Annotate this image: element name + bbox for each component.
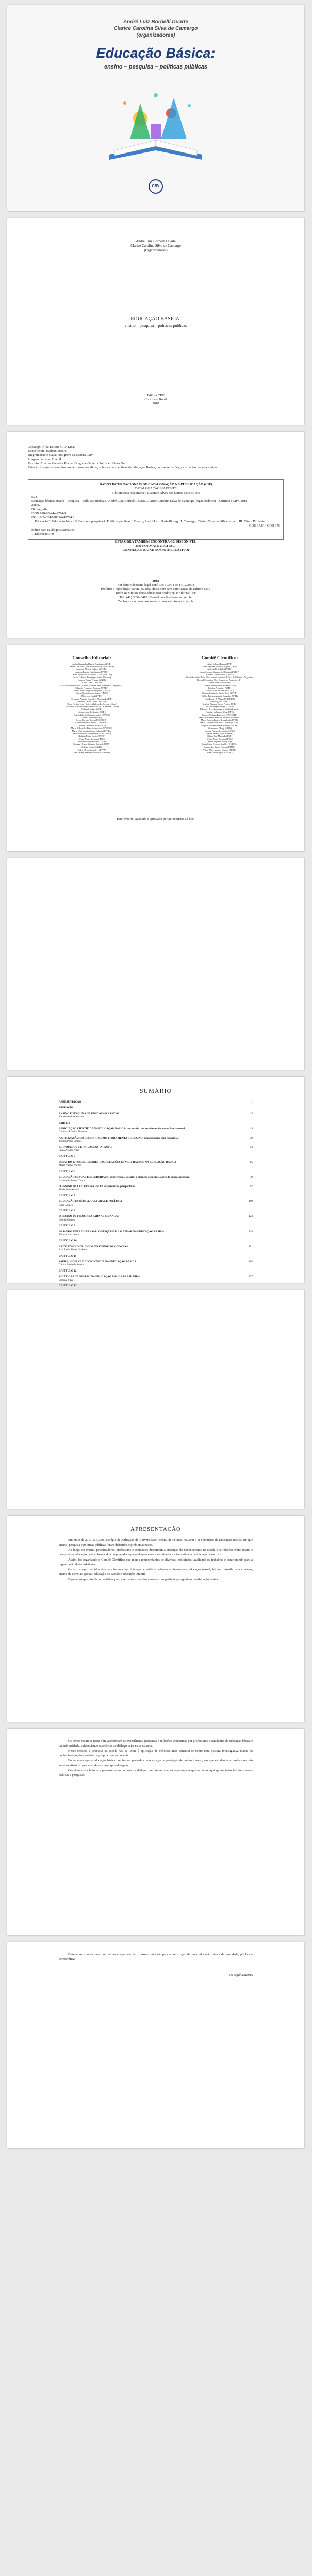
council-member: Rodrigo Pratte-Santos (UFES) (78, 735, 105, 738)
toc-entry-page: 79 (250, 1176, 253, 1179)
toc-entry-label: DESAFIOS ENTRE O PENSAR, O PESQUISAR E O ATUAR NA EDUCAÇÃO BÁSICA (59, 1230, 165, 1233)
presentation-continued-page (7, 1729, 304, 1935)
council-member: Nilson José Machado (USP) (207, 735, 232, 738)
toc-entry[interactable] (59, 1239, 253, 1242)
council-member: Helder Buenos Aires de Carvalho (UFPI) (202, 694, 238, 698)
toc-entry-page: 123 (249, 1215, 253, 1218)
council-member: Leonel Severo Rocha (UNISINOS) (76, 719, 107, 722)
title-page-publisher: Editora CRV Curitiba – Brasil 2018 (144, 394, 167, 405)
council-member: Cesar Gerónimo Tello (Universidad Nacional de Três de Febrero – Argentina) (186, 676, 254, 679)
toc-entry-page: 177 (249, 1275, 253, 1279)
cover-title: Educação Básica: (96, 45, 216, 61)
council-member: Sydione Santos (UEPG) (81, 745, 103, 749)
council-member: Tadeu Oliver Gonçalves (UFPA) (77, 748, 106, 751)
toc-entry-label: CAPÍTULO 11 (59, 1254, 77, 1258)
toc-entry-authors: Paula Arauna Yasa (59, 1149, 79, 1153)
editorial-council: Conselho Editorial: Aldira Guimarães Duarte Domínguez (UNB) Andréia da Silva Quintanilha Sousa (UNIR/UFRN) Anselmo Alencar Colares (UFOPA) Antônio Pereira Gaio Júnior (UFRRJ) Carlos Alberto Vilar Estêvão (UMINHO – PT) Carlos Federico Dominguez Avila (Unieuro) Carmen Tereza Velanga (UNIR) Celso Conti (UFSCar) Cesar Gerónimo Tello (Univer. Nacional Três de Febrero – Argentina) Eduardo Fernandes Barbosa (UFMG) Elione Maria Nogueira Diogenes (UFAL) Elizeu Clementino de Souza (UNEB) Élsio José Corá (UFFS) Fernando Antônio Gonçalves Alcoforado (IPB) Francisco Carlos Duarte (PUC-PR) Gloria Fariñas León (Universidade de La Havana – Cuba) Guillermo Arias Beatón (Universidade de La Havana – Cuba) Helmuth Krüger (UCP) Jailson Alves dos Santos (UFRJ) João Adalberto Campato Junior (UNESP) Josania Portela (UFPI) Leonel Severo Rocha (UNISINOS) Lídia de Oliveira Xavier (UNIEURO) Lourdes Helena da Silva (UFV) Maria de Lourdes Pinto de Almeida (UNOESC) Maria Lília Imbiriba Sousa Colares (UFOPA) Paulo Romualdo Hernandes (UNIFAL-MG) Rodrigo Pratte-Santos (UFES) Sérgio Nunes de Jesus (IFRO) Simone Rodrigues Pinto (UNB) Solange Helena Ximenes-Rocha (UFOPA) Sydione Santos (UEPG) Tadeu Oliver Gonçalves (UFPA) Tania Suely Azevedo Brasileiro (UFOPA) (28, 655, 156, 754)
toc-entry[interactable] (59, 1146, 253, 1153)
toc-entry[interactable] (59, 1170, 253, 1173)
organizers-signature: Os organizadores (229, 1973, 253, 1977)
council-member: Aldira Guimarães Duarte Domínguez (UNB) (72, 663, 111, 665)
council-member: Lourdes Helena da Silva (UFV) (78, 724, 106, 727)
toc-entry-page: 15 (250, 1112, 253, 1115)
council-member: Carlos Alberto Vilar Estêvão (UMINHO – PT) (71, 673, 112, 676)
toc-entry-authors: Juliano Nascimento (59, 1233, 80, 1236)
toc-entry-label: BRINQUEDOS E LINGUAGENS INFANTIS (59, 1145, 112, 1149)
toc-entry[interactable] (59, 1260, 253, 1267)
council-member: Fauston Negreiros (UFPI) (208, 686, 231, 689)
toc-entry-authors: Simone Silva (59, 1278, 74, 1282)
council-member: Silvia Regina Canan (URI) (208, 740, 232, 743)
toc-entry[interactable] (59, 1176, 253, 1182)
cover-illustration (99, 82, 212, 165)
toc-entry-label: CAPÍTULO 12 (59, 1269, 77, 1273)
toc-entry-label: CAPÍTULO 10 (59, 1239, 77, 1243)
catalog-card: DADOS INTERNACIONAIS DE CATALOGAÇÃO NA PUBLICAÇÃO (CIP) CATALOGAÇÃO NA FONTE Bibliotecária responsável: Luzenira Alves dos Santos CRB9/1506 E24 Educação básica: ensino – pesquisa – políticas públicas / André Luiz Borhelli Duarte, Clarice Carolina Silva de Camargo (organizadores) – Curitiba : CRV, 2018. 238 p. Bibliografia ISBN 978-85-444-2794-9 DOI 10.24824/978854442794.9 1. Educação 2. Educação básica 3. Ensino – pesquisa 4. Políticas públicas I. Duarte, André Luiz Borhelli. org. II. Camargo, Clarice Carolina Silva de. org. III. Título IV. Série. CDU 37.014 CDD 370 Índice para catálogo sistemático 1. Educação 370 (28, 479, 284, 540)
council-member: Najela Tavares Ujiie (UTFPR) (206, 732, 233, 735)
council-member: Maria Lília Imbiriba Sousa Colares (UFOPA) (200, 721, 240, 724)
council-member: Carmen Tereza Velanga (UNIR) (78, 679, 106, 682)
council-member: Antônio Pereira Gaio Júnior (UFRRJ) (75, 670, 108, 673)
council-member: Sérgio Nunes de Jesus (IFRO) (78, 737, 105, 740)
toc-entry-page: 39 (250, 1136, 253, 1140)
toc-entry-page: 139 (249, 1230, 253, 1233)
toc-entry-label: O ENSINO DA LEITURA NA ESCOLA: percursos, perspectivas (59, 1184, 135, 1188)
council-member: Inês Bragança (UERJ) (210, 700, 229, 703)
title-page-authors: André Luiz Borhelli Duarte Clarice Carolina Silva de Camargo (Organizadores) (130, 239, 181, 252)
toc-entry-label: CAPÍTULO 13 (59, 1284, 77, 1288)
book-cover (7, 5, 304, 211)
council-member: Anna Augusta Sampaio de Oliveira (UNESP) (200, 670, 240, 673)
council-member: Eliane Rose Maio (UEM) (208, 681, 231, 684)
council-member: Elizeu Clementino de Souza (UNEB) (75, 692, 108, 695)
presentation-continued-text: Os textos reunidos nesta obra apresentam as experiências, pesquisas e reflexões produzidas por professores e estudantes da educação básica e da universidade, evidenciando a potência do diálogo entre estes espaços. Nesse sentido, a pesquisa na escola não se limita à aplicação de métodos, mas constitui-se como uma postura investigativa diante do conhecimento, do mundo e da própria prática docente. Entendemos que a educação básica precisa ser pensada como espaço de produção de conhecimento, em que estudantes e professores são sujeitos ativos do processo de ensino e aprendizagem. Convidamos os leitores a percorrer estas páginas e a dialogar com os autores, na esperança de que as ideias aqui apresentadas inspirem novas práticas e pesquisas. (59, 1739, 253, 1777)
council-member: Cesar Gerónimo Tello (Univer. Nacional Três de Febrero – Argentina) (61, 684, 122, 687)
toc-entry-authors: Jéssica Porto Simões (59, 1140, 82, 1143)
council-member: Elione Maria Nogueira Diogenes (UFAL) (74, 689, 110, 692)
toc-entry-label: CAPÍTULO 9 (59, 1224, 75, 1228)
toc-entry-label: POLÍTICAS DE GESTÃO NA EDUCAÇÃO BÁSICA BRASILEIRA (59, 1275, 140, 1279)
digital-format-notice: ESTA OBRA TAMBÉM ENCONTRA-SE DISPONÍVEL EM FORMATO DIGITAL. CONHEÇA E BAIXE NOSSO APLICATIVO! (114, 540, 197, 552)
council-member: Anselmo Alencar Colares (UFOPA) (76, 668, 108, 671)
toc-entry[interactable] (59, 1215, 253, 1222)
toc-entry-label: CAPÍTULO 8 (59, 1209, 75, 1212)
toc-entry-label: CAPÍTULO 5 (59, 1155, 75, 1158)
toc-entry-label: PARTE 1 (59, 1121, 70, 1125)
council-member: Francisco Ari de Andrade (UFC) (205, 689, 234, 692)
scientific-committee: Comitê Científico: Altair Alberto Fávero (UPF) Ana Chrystina Venancio Mignot (UERJ) Andréia N. Militão (UEMS) Anna Augusta Sampaio de Oliveira (UNESP) Barbara Coelho Neves (UFBA) Cesar Gerónimo Tello (Universidad Nacional de Três de Febrero – Argentina) Diosnel Centurion (Univ Americ. de Asunción – Py) Eliane Rose Maio (UEM) Elizeu Clementino de Souza (UNEB) Fauston Negreiros (UFPI) Francisco Ari de Andrade (UFC) Gláucia Maria dos Santos Jorge (UFOP) Helder Buenos Aires de Carvalho (UFPI) Ilma Passos A. Veiga (UNICEUB) Inês Bragança (UERJ) José de Ribamar Sousa Pereira (UCB) Jussara Fraga Portugal (UNEB) Kilwangy Kya Kapitango-a-Samba (Unemat) Lourdes Helena da Silva (UFV) Marcos Vinicius Francisco (UNOESTE) Maria de Lourdes Pinto de Almeida (UNOESC) Maria Eurácia Barreto de Andrade (UFRB) Maria Lília Imbiriba Sousa Colares (UFOPA) Míghian Danae Ferreira Nunes (UNILAB) Mohammed Elhajji (UFRJ) Mônica Pereira dos Santos (UFRJ) Najela Tavares Ujiie (UTFPR) Nilson José Machado (USP) Sérgio Nunes de Jesus (IFRO) Silvia Regina Canan (URI) Sonia Maria Ferreira Koehler (UNISAL) Suzana dos Santos Gomes (UFMG) Vânia Alves Martins Chaigar (FURG) Vera Lucia Gaspar (UDESC) (156, 655, 284, 754)
toc-entry[interactable] (59, 1209, 253, 1212)
toc-entry-authors: Maria Inês Amaral (59, 1188, 79, 1192)
presentation-text: Em maio de 2017, a EDEB, Colégio de Aplicação da Universidade Federal de Pelotas, realizou o II Seminário de Educação Básica, em que ensino, pesquisa e políticas públicas foram debatidos e problematizados. Ao longo do evento, pesquisadores, professores e estudantes discutiram a produção do conhecimento na escola e as relações entre ensino e pesquisa na educação básica, buscando compreender o papel do professor-pesquisador e a importância da iniciação científica. Assim, foi organizado o Comitê Científico que reuniu representantes de diversas instituições, avaliando os trabalhos e contribuindo para a organização desta coletânea. Os textos aqui reunidos abordam temas como iniciação científica, relações étnico-raciais, educação sexual, leitura, filosofia para crianças, ensino de ciências, gestão, educação do campo e educação infantil. Esperamos que este livro contribua para a reflexão e o aprimoramento das práticas pedagógicas na educação básica. (59, 1538, 253, 1581)
toc-entry-page: 151 (249, 1245, 253, 1248)
council-member: Celso Conti (UFSCar) (82, 681, 102, 684)
toc-entry[interactable] (59, 1275, 253, 1282)
toc-entry-page: 65 (250, 1160, 253, 1164)
publisher-logo: CRV (149, 179, 163, 194)
council-member: Sérgio Nunes de Jesus (IFRO) (206, 737, 233, 740)
copyright-page (7, 432, 304, 638)
council-member: Andréia da Silva Quintanilha Sousa (UNIR/UFRN) (69, 665, 114, 668)
council-member: Ana Chrystina Venancio Mignot (UERJ) (202, 665, 238, 668)
title-page-title: EDUCAÇÃO BÁSICA: (130, 316, 181, 322)
council-member: Mônica Pereira dos Santos (UFRJ) (204, 730, 235, 733)
toc-entry-label: O ENSINO DE FILOSOFIA PARA AS CRIANÇAS (59, 1215, 120, 1218)
toc-entry-page: 53 (250, 1145, 253, 1149)
council-member: Lourdes Helena da Silva (UFV) (206, 710, 234, 714)
toc-entry[interactable] (59, 1255, 253, 1258)
cover-authors: André Luiz Borhelli Duarte Clarice Carolina Silva de Camargo (organizadores) (113, 19, 198, 38)
council-member: Maria de Lourdes Pinto de Almeida (UNOESC) (71, 726, 113, 730)
editorial-council-page (7, 645, 304, 851)
council-member: Ilma Passos A. Veiga (UNICEUB) (205, 697, 235, 700)
toc-entry-page: 163 (249, 1260, 253, 1263)
summary-title: SUMÁRIO (139, 1087, 172, 1094)
council-member: Francisco Carlos Duarte (PUC-PR) (76, 700, 107, 703)
council-member: Helmuth Krüger (UCP) (81, 708, 102, 711)
toc-entry-label: EDUCAÇÃO ESTÉTICA, CULTURAL E POLÍTICA (59, 1200, 122, 1204)
council-member: Maria de Lourdes Pinto de Almeida (UNOESC) (199, 716, 241, 719)
council-member: Simone Rodrigues Pinto (UNB) (78, 740, 106, 743)
council-member: Josania Portela (UFPI) (81, 716, 102, 719)
toc-entry-page: 11 (250, 1100, 253, 1104)
council-member: Kilwangy Kya Kapitango-a-Samba (Unemat) (200, 708, 240, 711)
toc-entry-label: ENSINO E PESQUISA NA EDUCAÇÃO BÁSICA? (59, 1112, 120, 1115)
toc-entry-label: CAPÍTULO 6 (59, 1170, 75, 1173)
toc-entry[interactable] (59, 1122, 253, 1125)
council-member: Sonia Maria Ferreira Koehler (UNISAL) (202, 743, 238, 746)
toc-entry-page: 97 (250, 1184, 253, 1188)
council-member: Elizeu Clementino de Souza (UNEB) (203, 684, 236, 687)
toc-entry-authors: Carolina Ribeiro Pimenta (59, 1130, 87, 1134)
council-member: Carlos Federico Dominguez Avila (Unieuro) (72, 676, 111, 679)
presentation-title: APRESENTAÇÃO (130, 1526, 181, 1532)
council-member: Paulo Romualdo Hernandes (UNIFAL-MG) (72, 732, 111, 735)
toc-entry-label: A UTILIZAÇÃO DE JOGOS NO ENSINO DE CIÊNCIAS (59, 1245, 128, 1248)
toc-entry[interactable] (59, 1194, 253, 1197)
council-member: Míghian Danae Ferreira Nunes (UNILAB) (201, 724, 238, 727)
toc-entry-authors: Maria Vargas Vargas (59, 1164, 81, 1167)
toc-entry[interactable] (59, 1106, 253, 1109)
council-member: Suzana dos Santos Gomes (UFMG) (204, 745, 236, 749)
blank-page (7, 858, 304, 1070)
toc-entry-page: 19 (250, 1127, 253, 1131)
cover-subtitle: ensino – pesquisa – políticas públicas (104, 64, 207, 70)
title-page-subtitle: ensino – pesquisa – políticas públicas (124, 323, 187, 328)
toc-entry[interactable] (59, 1245, 253, 1252)
council-member: Gláucia Maria dos Santos Jorge (UFOP) (202, 692, 237, 695)
council-member: Solange Helena Ximenes-Rocha (UFOPA) (73, 743, 110, 746)
review-note: Este livro foi avaliado e aprovado por pareceristas ad hoc. (117, 817, 195, 821)
toc-entry-authors: Larissa de Souza Cabral (59, 1179, 86, 1182)
toc-entry[interactable] (59, 1161, 253, 1167)
toc-entry-label: APRESENTAÇÃO (59, 1100, 81, 1104)
council-member: José de Ribamar Sousa Pereira (UCB) (203, 703, 237, 706)
toc-entry-label: EDUCAÇÃO SEXUAL E DIVERSIDADE: experiências, desafios e diálogos com professores da educação básica (59, 1176, 190, 1179)
toc-entry[interactable] (59, 1100, 253, 1104)
presentation-page (7, 1516, 304, 1722)
council-member: Maria Lília Imbiriba Sousa Colares (UFOPA) (72, 730, 112, 733)
toc-entry[interactable] (59, 1137, 253, 1143)
council-member: Mohammed Elhajji (UFRJ) (207, 726, 232, 730)
toc-entry-authors: Ana Paula Torres Sorbara (59, 1248, 87, 1252)
council-member: Élsio José Corá (UFFS) (81, 694, 102, 698)
toc-entry[interactable] (59, 1112, 253, 1119)
council-member: Vera Lucia Gaspar (UDESC) (207, 751, 233, 754)
council-member: Marcos Vinicius Francisco (UNOESTE) (202, 713, 237, 716)
council-member: Andréia N. Militão (UEMS) (207, 668, 232, 671)
toc-entry-label: PREFÁCIO (59, 1106, 73, 1110)
blank-page (7, 1290, 304, 1509)
council-member: Tania Suely Azevedo Brasileiro (UFOPA) (73, 751, 110, 754)
council-member: Altair Alberto Fávero (UPF) (207, 663, 232, 665)
toc-entry-label: A INICIAÇÃO CIENTÍFICA NA EDUCAÇÃO BÁSICA: um estudo com estudantes do ensino fundamental (59, 1127, 185, 1131)
presentation-end-page (7, 1942, 304, 2148)
copyright-credits: Copyright © da Editora CRV Ltda. Editor-chefe: Railson Moura Diagramação e Capa: Designers da Editora CRV Imagem de capa: Freepik Revisão: Analisa Marcella Rocha, Diego de Oliveira Souza e Helena Geliliz Estes textos que se combinaram de forma grandiosa, sobre as perspectivas da Educação Básica, com as reflexões, as experiências e pesquisas. (28, 445, 218, 469)
toc-entry-label: A UTILIZAÇÃO DO DESENHO COMO FERRAMENTA DE ENSINO: uma pesquisa com estudantes (59, 1136, 179, 1140)
toc-entry-label: CAPÍTULO 7 (59, 1194, 75, 1197)
publisher-address: 2018 Foi feito o depósito legal conf. Lei 10.994 de 14/12/2004 Proibida a reprodução parcial ou total desta obra sem autorização da Editora CRV Todos os direitos desta edição reservados pela: Editora CRV Tel.: (41) 3039-6418 - E-mail: sac@editoracrv.com.br Conheça os nossos lançamentos: www.editoracrv.com.br (101, 579, 211, 603)
toc-entry-authors: Cássia Luzia de Souza (59, 1263, 84, 1267)
toc-entry[interactable] (59, 1230, 253, 1237)
toc-entry-label: DESAFIOS E POSSIBILIDADES DAS RELAÇÕES ÉTNICO-RACIAIS NA EDUCAÇÃO BÁSICA (59, 1160, 176, 1164)
toc-entry-authors: Leonel Gomes (59, 1218, 75, 1222)
toc-entry[interactable] (59, 1155, 253, 1158)
toc-entry[interactable] (59, 1269, 253, 1273)
toc-entry-label: SAÚDE, HIGIENE E CONVIVÊNCIA NA EDUCAÇÃO BÁSICA (59, 1260, 137, 1263)
title-page (7, 218, 304, 425)
council-member: João Adalberto Campato Junior (UNESP) (73, 713, 110, 716)
presentation-end-text: Desejamos a todos uma boa leitura e que este livro possa contribuir para a construção de uma educação básica de qualidade, pública e democrática. (59, 1953, 253, 1961)
council-member: Lídia de Oliveira Xavier (UNIEURO) (75, 721, 108, 724)
council-member: Jailson Alves dos Santos (UFRJ) (77, 710, 106, 714)
council-member: Barbara Coelho Neves (UFBA) (206, 673, 234, 676)
toc-entry-page: 109 (249, 1200, 253, 1204)
toc-entry[interactable] (59, 1284, 253, 1287)
council-member: Fernando Antônio Gonçalves Alcoforado (IPB) (71, 697, 112, 700)
toc-entry[interactable] (59, 1224, 253, 1227)
council-member: Vânia Alves Martins Chaigar (FURG) (203, 748, 236, 751)
council-member: Eduardo Fernandes Barbosa (UFMG) (75, 686, 108, 689)
toc-entry[interactable] (59, 1127, 253, 1134)
council-member: Maria Eurácia Barreto de Andrade (UFRB) (201, 719, 239, 722)
toc-entry-authors: Vitoria Andrea Kessler (59, 1115, 84, 1119)
council-member: Gloria Fariñas León (Universidade de La Havana – Cuba) (67, 703, 117, 706)
summary-page (7, 1077, 304, 1288)
council-member: Jussara Fraga Portugal (UNEB) (206, 705, 234, 708)
toc-entry[interactable] (59, 1200, 253, 1207)
toc-entry-authors: Elisa Gomes (59, 1203, 73, 1207)
council-member: Guillermo Arias Beatón (Universidade de La Havana – Cuba) (65, 705, 119, 708)
council-member: Diosnel Centurion (Univ Americ. de Asunción – Py) (197, 679, 242, 682)
toc-entry[interactable] (59, 1185, 253, 1192)
